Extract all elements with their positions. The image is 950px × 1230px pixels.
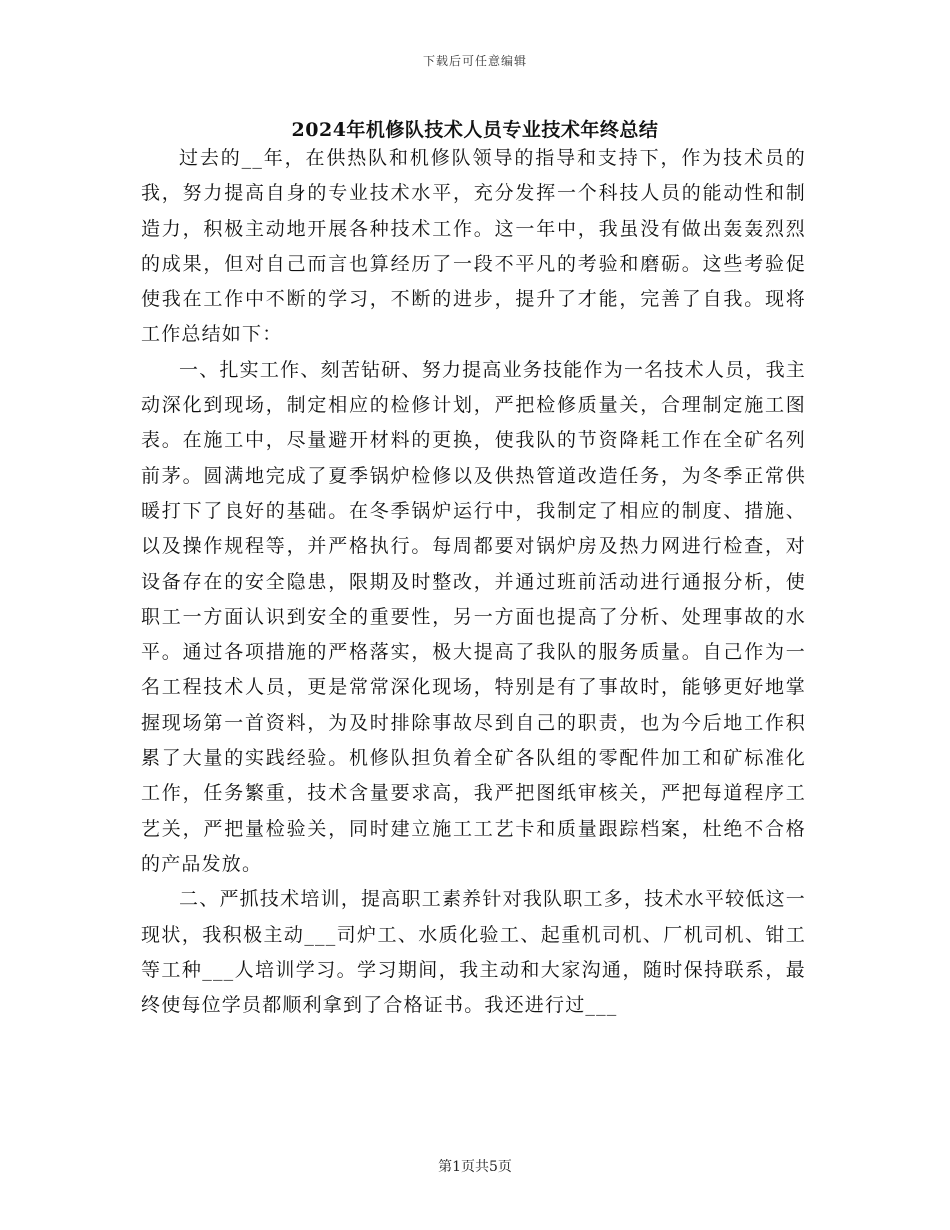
download-note: 下载后可任意编辑 [422, 54, 527, 68]
document-body [141, 141, 806, 1023]
document-title: 2024年机修队技术人员专业技术年终总结 [291, 119, 659, 141]
paragraph-intro: 过去的__年，在供热队和机修队领导的指导和支持下，作为技术员的我，努力提高自身的专业技术水平，充分发挥一个科技人员的能动性和制造力，积极主动地开展各种技术工作。这一年中，我虽没有做出轰轰烈烈的成果，但对自己而言也算经历了一段不平凡的考验和磨砺。这些考验促使我在工作中不断的学习，不断的进步，提升了才能，完善了自我。现将工作总结如下： [141, 147, 806, 346]
paragraph-section-two: 二、严抓技术培训，提高职工素养针对我队职工多，技术水平较低这一现状，我积极主动___司炉工、水质化验工、起重机司机、厂机司机、钳工等工种___人培训学习。学习期间，我主动和大家沟通，随时保持联系，最终使每位学员都顺利拿到了合格证书。我还进行过___ [141, 888, 806, 1017]
paragraph-section-one: 一、扎实工作、刻苦钻研、努力提高业务技能作为一名技术人员，我主动深化到现场，制定相应的检修计划，严把检修质量关，合理制定施工图表。在施工中，尽量避开材料的更换，使我队的节资降耗工作在全矿名列前茅。圆满地完成了夏季锅炉检修以及供热管道改造任务，为冬季正常供暖打下了良好的基础。在冬季锅炉运行中，我制定了相应的制度、措施、以及操作规程等，并严格执行。每周都要对锅炉房及热力网进行检查，对设备存在的安全隐患，限期及时整改，并通过班前活动进行通报分析，使职工一方面认识到安全的重要性，另一方面也提高了分析、处理事故的水平。通过各项措施的严格落实，极大提高了我队的服务质量。自己作为一名工程技术人员，更是常常深化现场，特别是有了事故时，能够更好地掌握现场第一首资料，为及时排除事故尽到自己的职责，也为今后地工作积累了大量的实践经验。机修队担负着全矿各队组的零配件加工和矿标准化工作，任务繁重，技术含量要求高，我严把图纸审核关，严把每道程序工艺关，严把量检验关，同时建立施工工艺卡和质量跟踪档案，杜绝不合格的产品发放。 [141, 358, 806, 875]
page-number: 第1页共5页 [438, 1159, 512, 1175]
